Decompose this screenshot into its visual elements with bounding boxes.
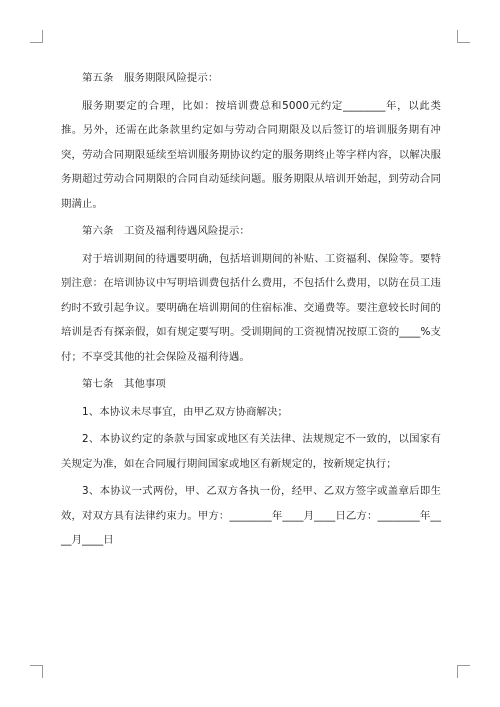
section-5-heading: 第五条 服务期限风险提示： xyxy=(82,72,219,84)
section-7-item-1: 1、本协议未尽事宜，由甲乙双方协商解决； xyxy=(82,405,289,418)
section-6-paragraph: 对于培训期间的待遇要明确，包括培训期间的补贴、工资福利、保险等。要特别注意：在培训协议中写明培训费包括什么费用，不包括什么费用，以防在员工违约时不致引起争议。要明确在培训期间的住宿标准、交通费等。要注意较长时间的培训是否有探亲假，如有规定要写明。受训期间的工资视情况按原工资的____%支付；不享受其他的社会保险及福利待遇。 xyxy=(61,252,441,363)
crop-mark-top-right xyxy=(457,30,470,43)
section-6-heading: 第六条 工资及福利待遇风险提示： xyxy=(82,225,250,237)
crop-mark-top-left xyxy=(30,30,43,43)
section-7-item-2: 2、本协议约定的条款与国家或地区有关法律、法规规定不一致的，以国家有关规定为准，如在合同履行期间国家或地区有新规定的，按新规定执行； xyxy=(61,433,441,470)
document-body xyxy=(61,66,441,553)
section-5-paragraph: 服务期要定的合理，比如：按培训费总和5000元约定________年，以此类推。另外，还需在此条款里约定如与劳动合同期限及以后签订的培训服务期有冲突，劳动合同期限延续至培训服务期协议约定的服务期终止等字样内容，以解决服务期超过劳动合同期限的合同自动延续问题。服务期限从培训开始起，到劳动合同期满止。 xyxy=(61,99,441,210)
crop-mark-bottom-right xyxy=(457,665,470,678)
crop-mark-bottom-left xyxy=(30,665,43,678)
section-7-item-3: 3、本协议一式两份，甲、乙双方各执一份，经甲、乙双方签字或盖章后即生效，对双方具有法律约束力。甲方：________年____月____日乙方：________年____月____日 xyxy=(61,485,441,546)
section-7-heading: 第七条 其他事项 xyxy=(82,378,166,390)
